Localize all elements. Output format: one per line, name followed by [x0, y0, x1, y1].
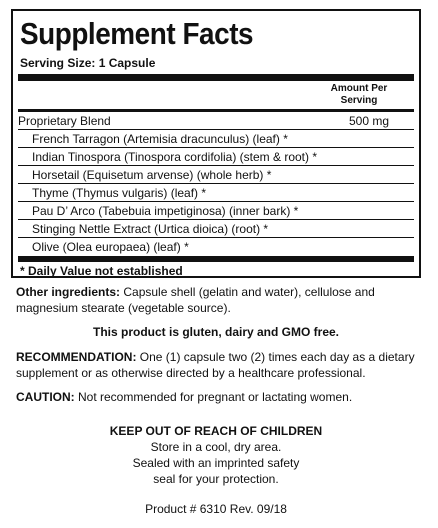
caution [16, 389, 421, 405]
ingredient-name: Indian Tinospora (Tinospora cordifolia) (stem & root) * [32, 150, 318, 164]
storage-line: seal for your protection. [153, 472, 279, 486]
footnote: * Daily Value not established [20, 264, 183, 278]
blend-name: Proprietary Blend [18, 114, 111, 128]
ingredient-name: Olive (Olea europaea) (leaf) * [32, 240, 189, 254]
ingredient-row [18, 148, 414, 166]
thick-divider [18, 74, 414, 81]
keep-out-warning: KEEP OUT OF REACH OF CHILDREN [109, 424, 323, 438]
recommendation [16, 349, 421, 381]
bottom-thick-divider [18, 256, 414, 262]
other-ingredients-label: Other ingredients: [16, 285, 121, 299]
blend-row [18, 112, 414, 130]
ingredient-name: Stinging Nettle Extract (Urtica dioica) (root) * [32, 222, 269, 236]
recommendation-label: RECOMMENDATION: [16, 350, 137, 364]
ingredient-name: Pau D’ Arco (Tabebuia impetiginosa) (inner bark) * [32, 204, 299, 218]
free-statement: This product is gluten, dairy and GMO free. [92, 325, 340, 339]
recommendation-text: One (1) capsule two (2) times each day as a dietary supplement or as otherwise directed by a healthcare professional. [16, 350, 415, 380]
ingredient-row [18, 202, 414, 220]
storage-line: Sealed with an imprinted safety [132, 456, 300, 470]
product-number: Product # 6310 Rev. 09/18 [145, 502, 287, 516]
storage-line: Store in a cool, dry area. [150, 440, 282, 454]
ingredient-row [18, 130, 414, 148]
panel-title: Supplement Facts [20, 16, 254, 51]
ingredient-name: Thyme (Thymus vulgaris) (leaf) * [32, 186, 207, 200]
ingredient-row [18, 184, 414, 202]
ingredient-row [18, 220, 414, 238]
ingredient-row [18, 166, 414, 184]
other-ingredients-text: Capsule shell (gelatin and water), cellulose and magnesium stearate (vegetable source). [16, 285, 375, 315]
caution-label: CAUTION: [16, 390, 75, 404]
ingredient-row [18, 238, 414, 256]
caution-text: Not recommended for pregnant or lactating women. [74, 390, 353, 404]
supplement-facts-panel [11, 9, 421, 278]
other-ingredients [16, 284, 421, 316]
ingredient-name: Horsetail (Equisetum arvense) (whole herb) * [32, 168, 272, 182]
serving-size: Serving Size: 1 Capsule [20, 56, 156, 70]
amount-per-serving-header: Amount Per Serving [330, 83, 388, 106]
blend-amount: 500 mg [348, 114, 389, 128]
ingredient-name: French Tarragon (Artemisia dracunculus) (leaf) * [32, 132, 288, 146]
